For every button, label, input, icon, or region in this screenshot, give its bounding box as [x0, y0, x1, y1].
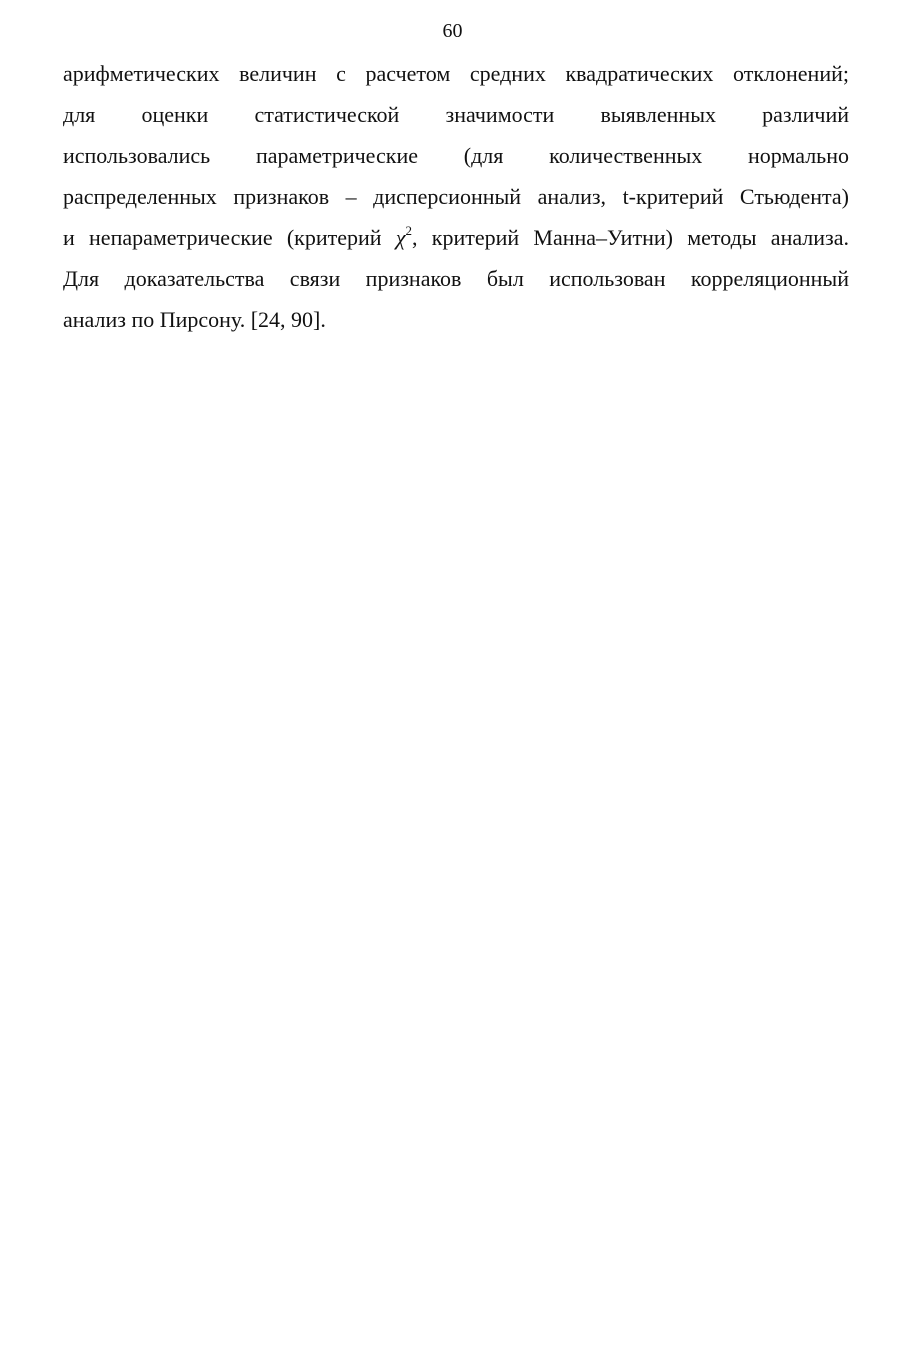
text-line-2: для оценки статистической значимости выявленных различий [63, 102, 849, 127]
chi-exponent: 2 [405, 222, 412, 238]
chi-symbol: χ [395, 225, 406, 250]
text-line-1: арифметических величин с расчетом средних квадратических отклонений; [63, 61, 849, 86]
text-line-4: распределенных признаков – дисперсионный анализ, t-критерий Стьюдента) [63, 184, 849, 209]
text-line-6: Для доказательства связи признаков был использован корреляционный [63, 266, 849, 291]
text-line-3: использовались параметрические (для количественных нормально [63, 143, 849, 168]
text-line-5-end: , критерий Манна–Уитни) методы анализа. [412, 225, 850, 250]
body-paragraph [63, 53, 849, 340]
page-number: 60 [442, 20, 463, 42]
text-line-5-start: и непараметрические (критерий [63, 225, 396, 250]
text-line-7: анализ по Пирсону. [24, 90]. [63, 307, 326, 332]
text-line-5 [63, 217, 849, 258]
